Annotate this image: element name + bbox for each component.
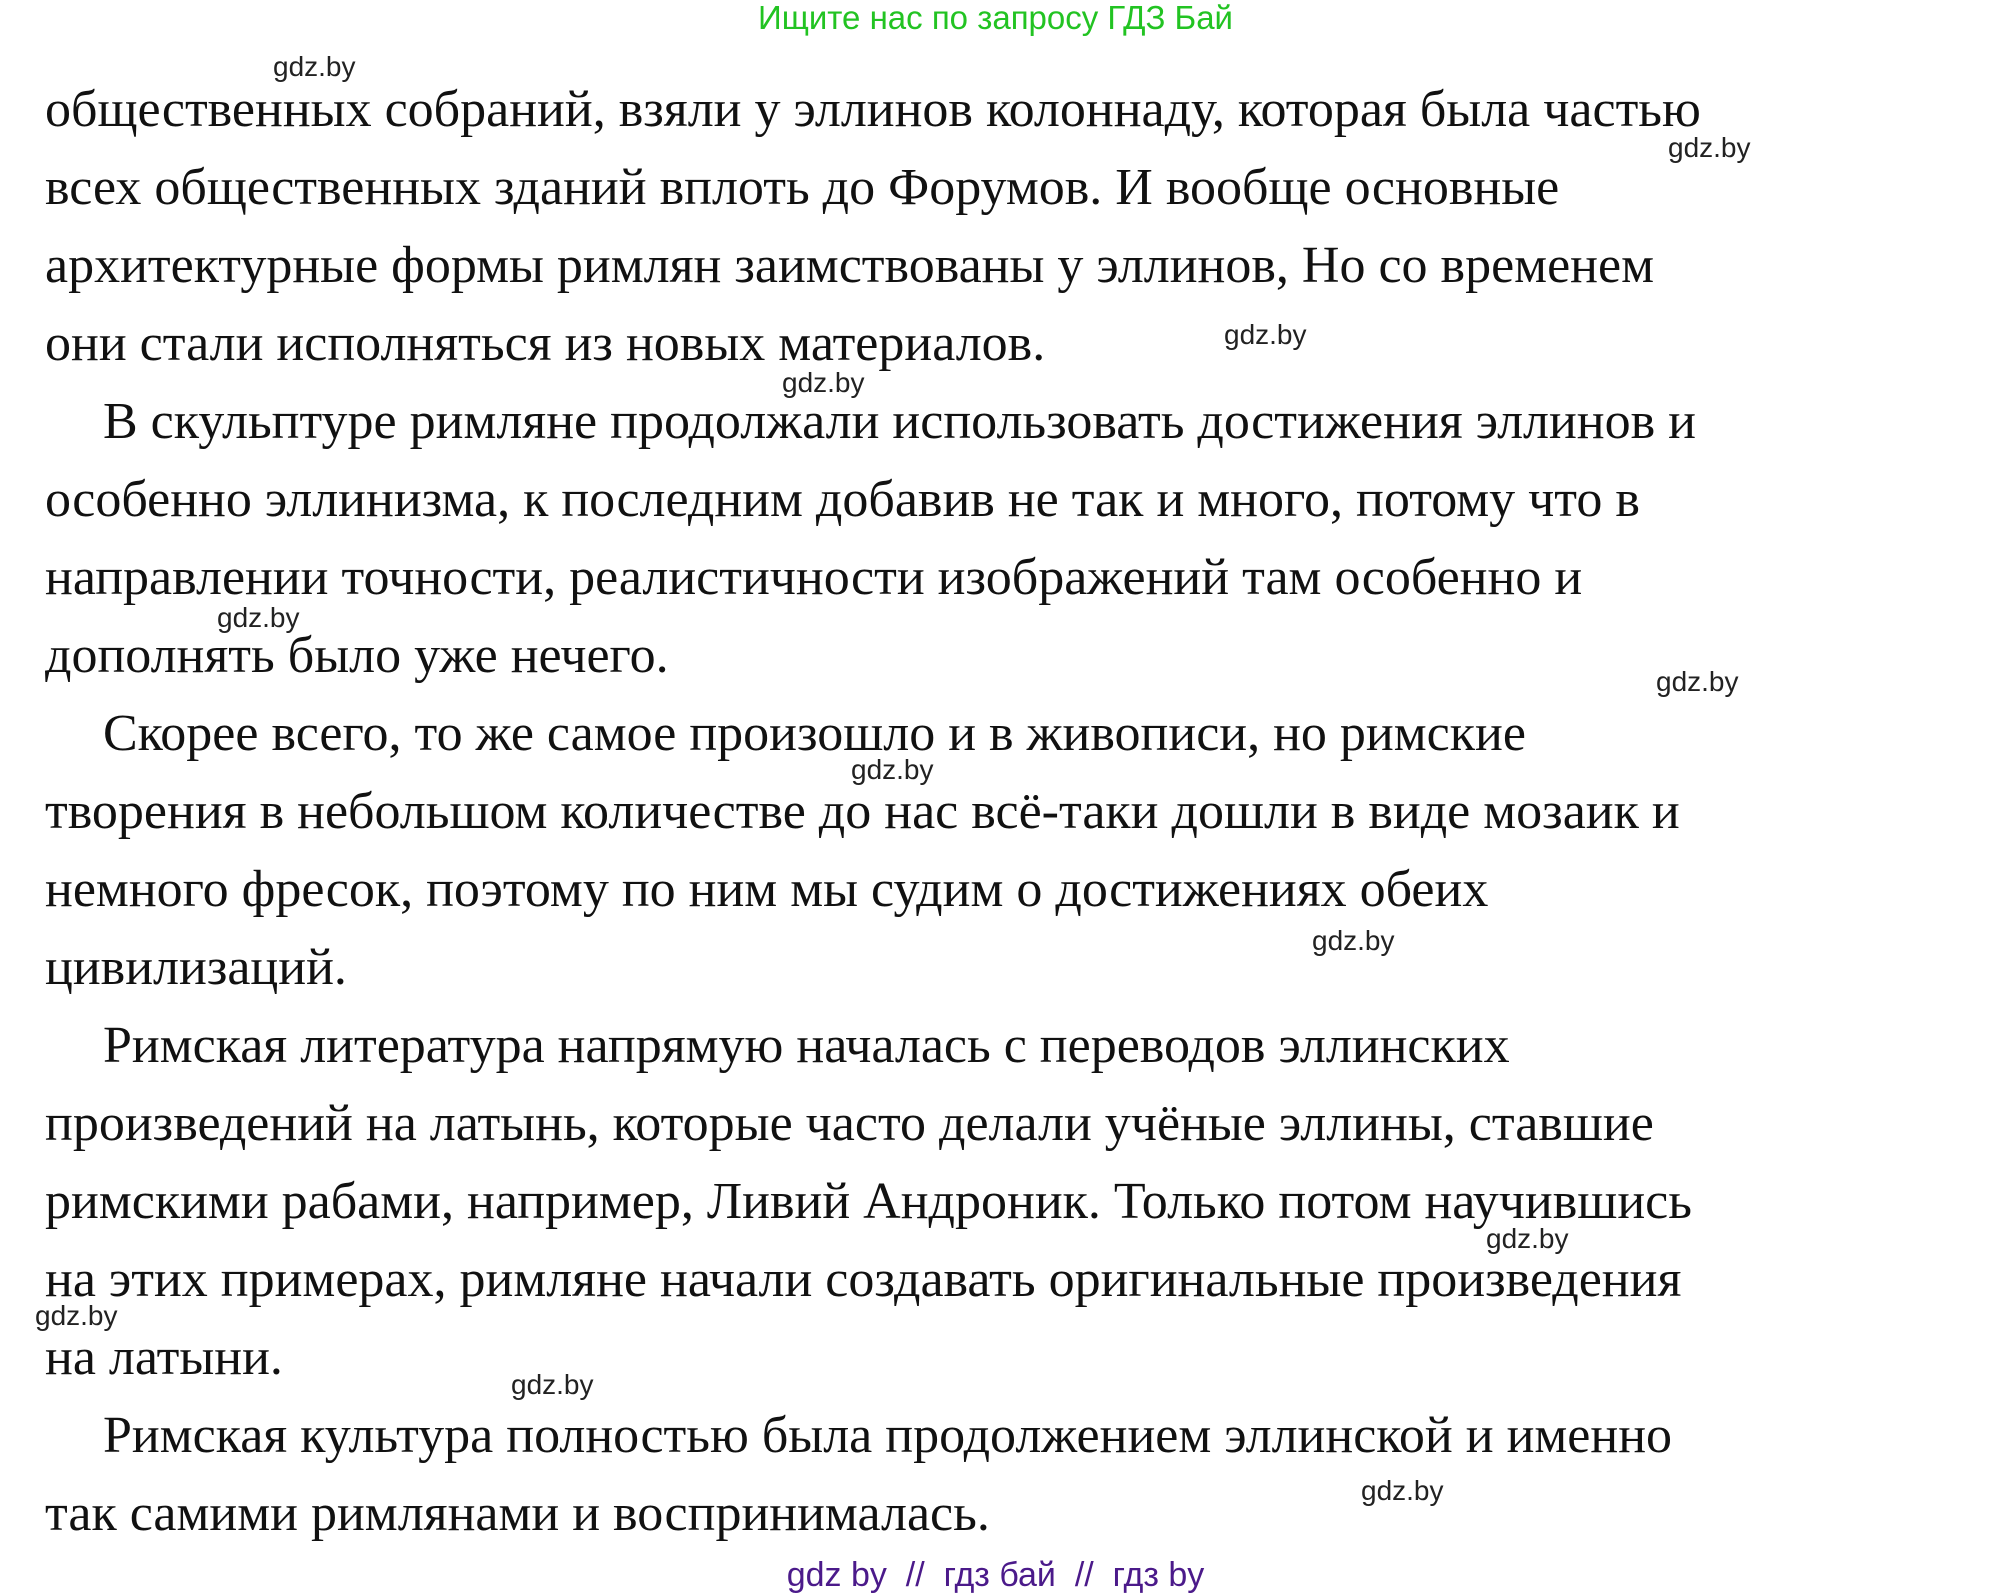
text-line: особенно эллинизма, к последним добавив не так и много, потому что в: [45, 471, 1640, 528]
text-line: общественных собраний, взяли у эллинов колоннаду, которая была частью: [45, 81, 1701, 138]
watermark: gdz.by: [511, 1369, 594, 1400]
text-line: они стали исполняться из новых материалов.: [45, 315, 1046, 372]
text-line: архитектурные формы римлян заимствованы у эллинов, Но со временем: [45, 237, 1654, 294]
watermark: gdz.by: [35, 1300, 118, 1331]
text-line: римскими рабами, например, Ливий Андроник. Только потом научившись: [45, 1173, 1692, 1230]
watermark: gdz.by: [1224, 319, 1307, 350]
text-line: всех общественных зданий вплоть до Форумов. И вообще основные: [45, 159, 1560, 216]
watermark: gdz.by: [273, 51, 356, 82]
text-line: направлении точности, реалистичности изображений там особенно и: [45, 549, 1583, 606]
text-line: на этих примерах, римляне начали создавать оригинальные произведения: [45, 1251, 1682, 1308]
watermark: gdz.by: [1668, 132, 1751, 163]
paragraph-start: Римская культура полностью была продолжением эллинской и именно: [103, 1407, 1673, 1464]
promo-banner: Ищите нас по запросу ГДЗ Бай: [758, 0, 1233, 36]
watermark: gdz.by: [1486, 1223, 1569, 1254]
watermark: gdz.by: [782, 367, 865, 398]
text-line: немного фресок, поэтому по ним мы судим о достижениях обеих: [45, 861, 1489, 918]
text-line: на латыни.: [45, 1329, 283, 1386]
paragraph-start: Скорее всего, то же самое произошло и в живописи, но римские: [103, 705, 1526, 762]
watermark: gdz.by: [217, 602, 300, 633]
text-line: произведений на латынь, которые часто делали учёные эллины, ставшие: [45, 1095, 1654, 1152]
paragraph-start: В скульптуре римляне продолжали использовать достижения эллинов и: [103, 393, 1697, 450]
watermark: gdz.by: [1312, 925, 1395, 956]
footer-links: gdz by // гдз бай // гдз by: [786, 1556, 1205, 1594]
text-line: дополнять было уже нечего.: [45, 627, 669, 684]
watermark: gdz.by: [1361, 1475, 1444, 1506]
text-line: цивилизаций.: [45, 939, 347, 996]
watermark: gdz.by: [851, 754, 934, 785]
text-line: творения в небольшом количестве до нас всё-таки дошли в виде мозаик и: [45, 783, 1680, 840]
paragraph-start: Римская литература напрямую началась с переводов эллинских: [103, 1017, 1510, 1074]
watermark: gdz.by: [1656, 666, 1739, 697]
text-line: так самими римлянами и воспринималась.: [45, 1485, 990, 1542]
